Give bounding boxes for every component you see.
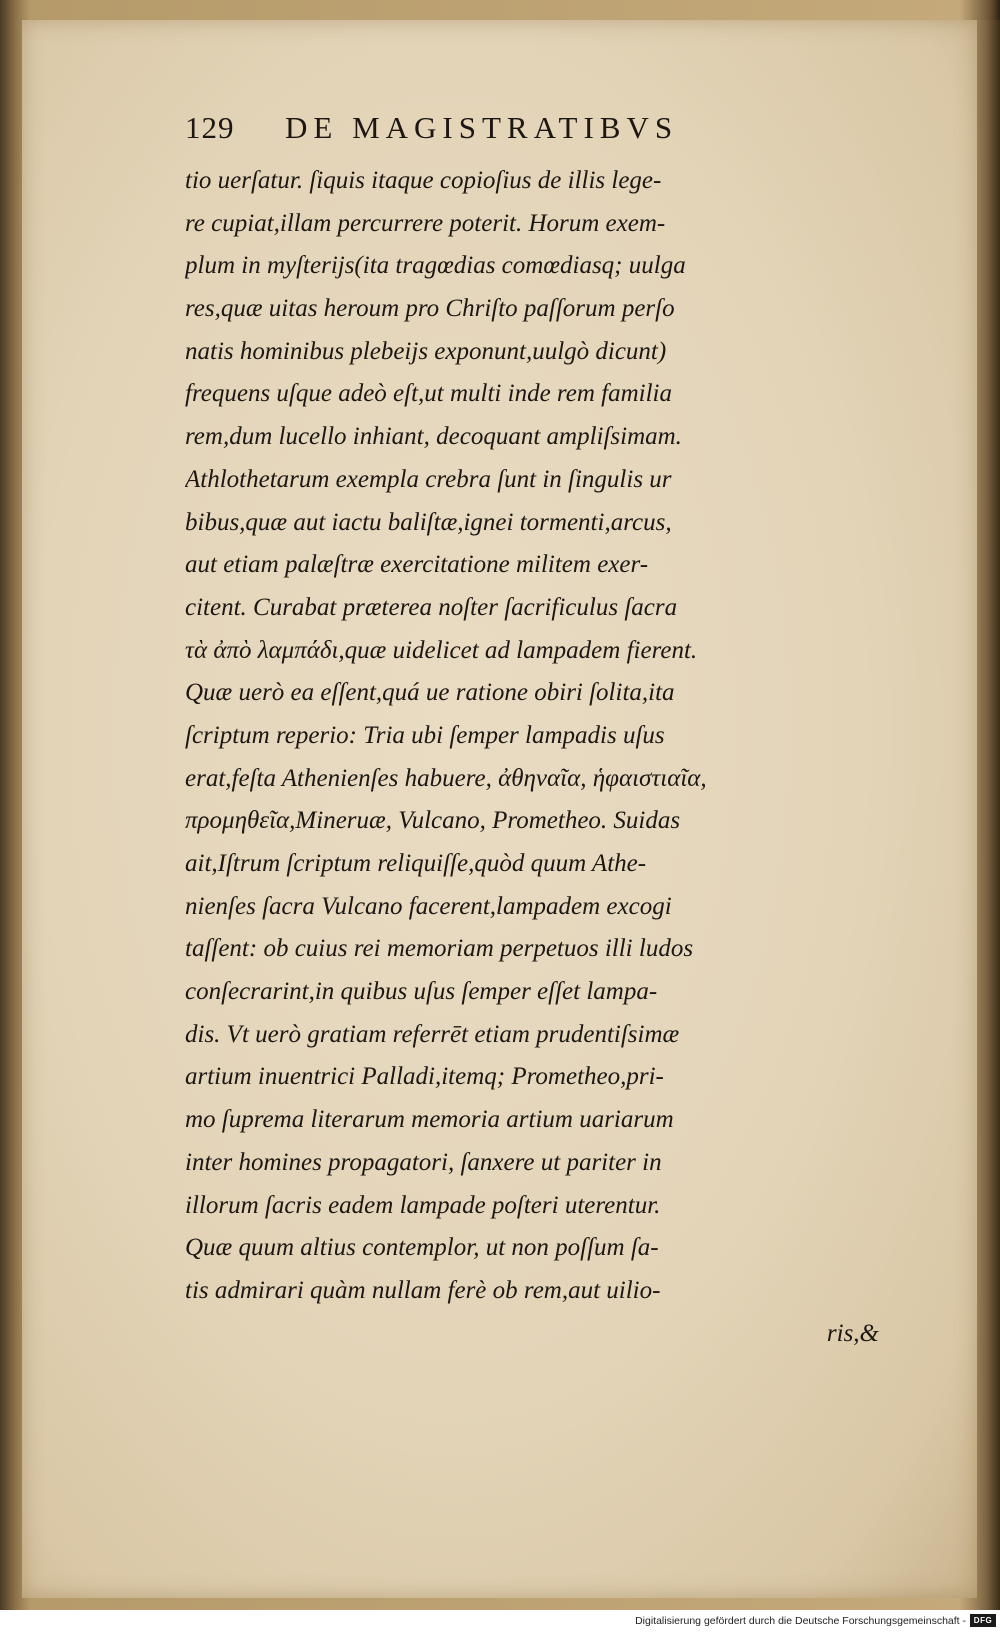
text-line: rem,dum lucello inhiant, decoquant ampliſsimam. [185,423,682,451]
text-line: frequens uſque adeò eſt,ut multi inde rem familia [185,380,672,408]
text-line: tis admirari quàm nullam ferè ob rem,aut uilio- [185,1276,661,1304]
funding-credit: Digitalisierung gefördert durch die Deutsche Forschungsgemeinschaft - [635,1615,966,1627]
text-line: plum in myſterijs(ita tragœdias comœdiasq; uulga [185,252,686,280]
text-line: Quæ quum altius contemplor, ut non poſſum ſa- [185,1234,659,1262]
text-line: aut etiam palæſtræ exercitatione militem exer- [185,551,649,579]
dfg-logo: DFG [970,1614,996,1627]
text-line: mo ſuprema literarum memoria artium uariarum [185,1106,674,1134]
text-line: ſcriptum reperio: Tria ubi ſemper lampadis uſus [185,721,665,749]
text-line: natis hominibus plebeijs exponunt,uulgò dicunt) [185,337,667,365]
running-title: DE MAGISTRATIBVS [285,110,679,145]
text-line: conſecrarint,in quibus uſus ſemper eſſet lampa- [185,978,658,1006]
text-line: bibus,quæ aut iactu baliſtæ,ignei tormenti,arcus, [185,508,672,536]
catchword: ris,& [826,1319,879,1347]
text-line: citent. Curabat præterea noſter ſacrificulus ſacra [185,593,678,621]
text-line: res,quæ uitas heroum pro Chriſto paſſorum perſo [185,295,675,323]
text-line: illorum ſacris eadem lampade poſteri uterentur. [185,1191,661,1219]
text-line: dis. Vt uerò gratiam referrēt etiam prudentiſsimæ [185,1020,680,1048]
text-line: τὰ ἀπὸ λαμπάδι,quæ uidelicet ad lampadem fierent. [185,636,698,664]
text-line: tio uerſatur. ſiquis itaque copioſius de illis lege- [185,167,662,194]
text-line: Quæ uerò ea eſſent,quá ue ratione obiri ſolita,ita [185,679,675,707]
digitization-footer [0,1610,1000,1632]
running-head [185,110,915,160]
text-line: ait,Iſtrum ſcriptum reliquiſſe,quòd quum Athe- [185,850,647,877]
text-line: inter homines propagatori, ſanxere ut pariter in [185,1148,662,1176]
text-line: artium inuentrici Palladi,itemq; Prometheo,pri- [185,1063,664,1091]
text-line: erat,feſta Athenienſes habuere, ἀθηναῖα, ἡφαιστιαῖα, [185,764,707,792]
text-line: nienſes ſacra Vulcano facerent,lampadem excogi [185,892,672,920]
text-line: taſſent: ob cuius rei memoriam perpetuos illi ludos [185,935,694,963]
text-block [185,110,915,1355]
text-line: Athlothetarum exempla crebra ſunt in ſingulis ur [185,465,672,493]
text-line: re cupiat,illam percurrere poterit. Horum exem- [185,209,666,237]
body-text [185,160,915,1355]
page-number: 129 [185,110,235,145]
text-line: προμηθεῖα,Mineruæ, Vulcano, Prometheo. Suidas [185,807,681,835]
